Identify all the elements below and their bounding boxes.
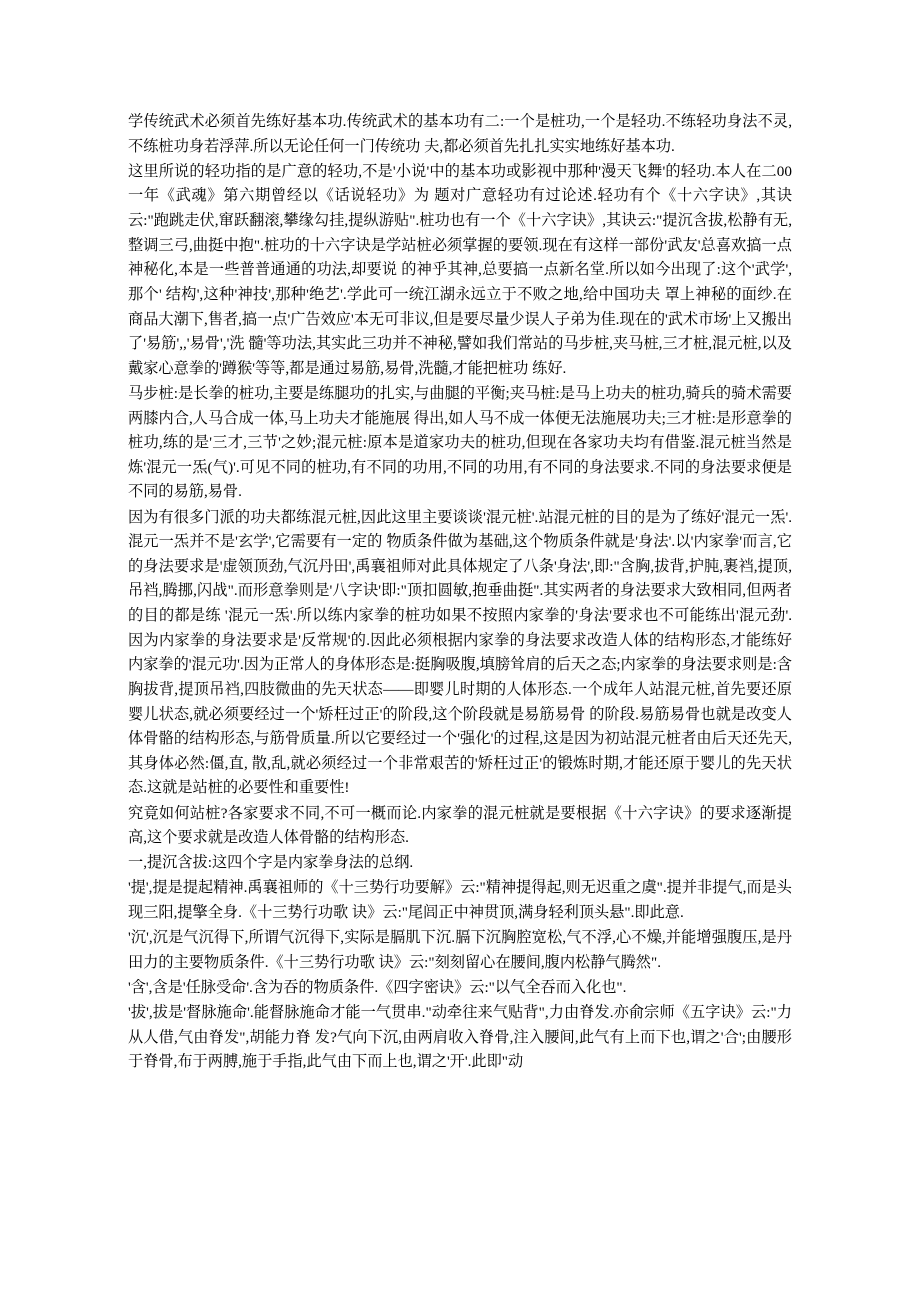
- paragraph: 因为有很多门派的功夫都练混元桩,因此这里主要谈谈'混元桩'.站混元桩的目的是为了练好'混元一炁'.混元一炁并不是'玄学',它需要有一定的 物质条件做为基础,这个物质条件就是'身法'.以'内家拳'而言,它的身法要求是'虚领顶劲,气沉丹田',禹襄祖师对此具体规定了八条'身法',即:"含胸,拔背,护肫,裹裆,提顶,吊裆,腾挪,闪战".而形意拳则是'八字诀'即:"顶扣圆敏,抱垂曲挺".其实两者的身法要求大致相同,但两者的目的都是练 '混元一炁'.所以练内家拳的桩功如果不按照内家拳的'身法'要求也不可能练出'混元劲'.因为内家拳的身法要求是'反常规'的.因此必须根据内家拳的身法要求改造人体的结构形态,才能练好内家拳的'混元功'.因为正常人的身体形态是:挺胸吸腹,填膀耸肩的后天之态;内家拳的身法要求则是:含胸拔背,提顶吊裆,四肢微曲的先天状态——即婴儿时期的人体形态.一个成年人站混元桩,首先要还原婴儿状态,就必须要经过一个'矫枉过正'的阶段,这个阶段就是易筋易骨 的阶段.易筋易骨也就是改变人体骨骼的结构形态,与筋骨质量.所以它要经过一个'强化'的过程,这是因为初站混元桩者由后天还先天,其身体必然:僵,直, 散,乱,就必须经过一个非常艰苦的'矫枉过正'的锻炼时期,才能还原于婴儿的先天状态.这就是站桩的必要性和重要性!: [128, 508, 792, 797]
- paragraph: 马步桩:是长拳的桩功,主要是练腿功的扎实,与曲腿的平衡;夹马桩:是马上功夫的桩功,骑兵的骑术需要两膝内合,人马合成一体,马上功夫才能施展 得出,如人马不成一体便无法施展功夫;三才桩:是形意拳的桩功,练的是'三才,三节'之妙;混元桩:原本是道家功夫的桩功,但现在各家功夫均有借鉴.混元桩当然是炼'混元一炁(气)'.可见不同的桩功,有不同的功用,不同的功用,有不同的身法要求.不同的身法要求便是不同的易筋,易骨.: [128, 384, 792, 501]
- paragraph: '提',提是提起精神.禹襄祖师的《十三势行功要解》云:"精神提得起,则无迟重之虞".提并非提气,而是头现三阳,提擎全身.《十三势行功歌 诀》云:"尾闾正中神贯顶,满身轻利顶头悬".即此意.: [128, 879, 792, 921]
- paragraph: 究竟如何站桩?各家要求不同,不可一概而论.内家拳的混元桩就是要根据《十六字诀》的要求逐渐提高,这个要求就是改造人体骨骼的结构形态.: [128, 804, 792, 847]
- paragraph: '拔',拔是'督脉施命'.能督脉施命才能一气贯串."动牵往来气贴背",力由脊发.亦俞宗师《五字诀》云:"力从人借,气由脊发",胡能力脊 发?气向下沉,由两肩收入脊骨,注入腰间,此气有上而下也,谓之'合';由腰形于脊骨,布于两膊,施于手指,此气由下而上也,谓之'开'.此即"动: [128, 1004, 792, 1071]
- paragraph: '沉',沉是气沉得下,所谓气沉得下,实际是膈肌下沉.膈下沉胸腔宽松,气不浮,心不燥,并能增强腹压,是丹田力的主要物质条件.《十三势行功歌 诀》云:"刻刻留心在腰间,腹内松静气腾然".: [128, 929, 792, 971]
- paragraph: '含',含是'任脉受命'.含为吞的物质条件.《四字密诀》云:"以气全吞而入化也".: [128, 978, 627, 996]
- paragraph: 一,提沉含拔:这四个字是内家拳身法的总纲.: [128, 854, 414, 872]
- paragraph: 学传统武术必须首先练好基本功.传统武术的基本功有二:一个是桩功,一个是轻功.不练轻功身法不灵,不练桩功身若浮萍.所以无论任何一门传统功 夫,都必须首先扎扎实实地练好基本功.: [128, 113, 792, 155]
- document-body: [128, 110, 792, 1075]
- paragraph: 这里所说的轻功指的是广意的轻功,不是'小说'中的基本功或影视中那种'漫天飞舞'的轻功.本人在二00一年《武魂》第六期曾经以《话说轻功》为 题对广意轻功有过论述.轻功有个《十六字诀》,其诀云:"跑跳走伏,窜跃翻滚,攀缘勾挂,提纵游贴".桩功也有一个《十六字诀》,其诀云:"提沉含拔,松静有无,整调三弓,曲挺中抱".桩功的十六字诀是学站桩必须掌握的要领.现在有这样一部份'武友'总喜欢搞一点神秘化,本是一些普普通通的功法,却要说 的神乎其神,总要搞一点新名堂.所以如今出现了:这个'武学',那个' 结构',这种'神技',那种'绝艺'.学此可一统江湖永远立于不败之地,给中国功夫 罩上神秘的面纱.在商品大潮下,售者,搞一点'广告效应'本无可非议,但是要尽量少误人子弟为佳.现在的'武术市场'上又搬出了'易筋',,'易骨','洗 髓'等功法,其实此三功并不神秘,譬如我们常站的马步桩,夹马桩,三才桩,混元桩,以及戴家心意拳的'蹲猴'等等,都是通过易筋,易骨,洗髓,才能把桩功 练好.: [128, 162, 793, 377]
